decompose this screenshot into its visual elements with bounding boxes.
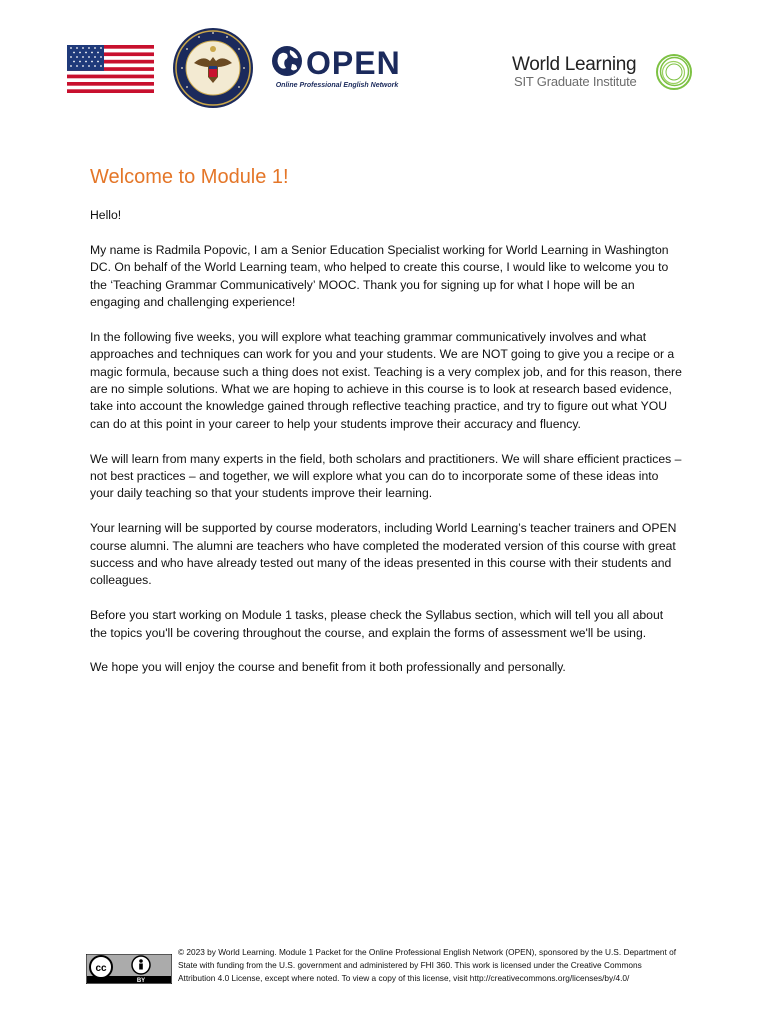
- department-of-state-seal-icon: [172, 27, 254, 109]
- page-title: Welcome to Module 1!: [90, 166, 289, 188]
- open-logo: [270, 42, 402, 96]
- paragraph-introduction: My name is Radmila Popovic, I am a Senior Education Specialist working for World Learning in Washington DC. On behalf of the World Learning team, who helped to create this course, I would like to welcome you to the ‘Teaching Grammar Communicatively’ MOOC. Thank you for signing up for what I hope will be an engaging and challenging experience!: [90, 242, 669, 310]
- svg-text:OPEN: OPEN: [306, 45, 401, 81]
- world-learning-logo: [512, 52, 697, 92]
- paragraph-course-overview: In the following five weeks, you will explore what teaching grammar communicatively involves and what approaches and techniques can work for you and your students. We are NOT going to give you a recipe or a magic formula, because such a thing does not exist. Teaching is a very complex job, and for this reason, there are no simple solutions. What we are hoping to achieve in this course is to look at research based evidence, take into account the knowledge gained through reflective teaching practice, and try to figure out what YOU can do at this point in your career to help your students improve their accuracy and fluency.: [90, 329, 682, 431]
- svg-text:cc: cc: [95, 963, 107, 974]
- creative-commons-by-icon: [86, 954, 172, 984]
- paragraph-syllabus: Before you start working on Module 1 tasks, please check the Syllabus section, which will tell you all about the topics you'll be covering throughout the course, and explain the forms of assessment we'll be using.: [90, 608, 664, 640]
- paragraph-moderators: Your learning will be supported by course moderators, including World Learning’s teacher trainers and OPEN course alumni. The alumni are teachers who have completed the moderated version of this course with great success and who have already tested out many of the ideas presented in this course with their students and colleagues.: [90, 521, 677, 588]
- license-footer: [86, 946, 686, 1006]
- wl-subtitle: SIT Graduate Institute: [514, 74, 637, 89]
- wl-title: World Learning: [512, 54, 637, 75]
- us-flag-icon: [67, 45, 154, 93]
- document-header: [0, 0, 768, 150]
- svg-text:BY: BY: [136, 978, 146, 984]
- document-body: [90, 166, 682, 694]
- world-learning-circle-icon: [654, 52, 694, 92]
- paragraph-closing: We hope you will enjoy the course and benefit from it both professionally and personally.: [90, 660, 566, 675]
- open-wordmark-icon: [270, 42, 402, 82]
- open-tagline: Online Professional English Network: [275, 82, 399, 89]
- paragraph-greeting: Hello!: [90, 208, 122, 222]
- license-text: © 2023 by World Learning. Module 1 Packet for the Online Professional English Network (OPEN), sponsored by the U.S. Department of State with funding from the U.S. government and administered by FHI 360. This work is licensed under the Creative Commons Attribution 4.0 License, except where noted. To view a copy of this license, visit http://creativecommons.org/licenses/by/4.0/: [178, 947, 677, 983]
- paragraph-experts: We will learn from many experts in the field, both scholars and practitioners. We will share efficient practices – not best practices – and together, we will explore what you can do to incorporate some of these ideas into your daily teaching so that your students improve their learning.: [90, 451, 682, 501]
